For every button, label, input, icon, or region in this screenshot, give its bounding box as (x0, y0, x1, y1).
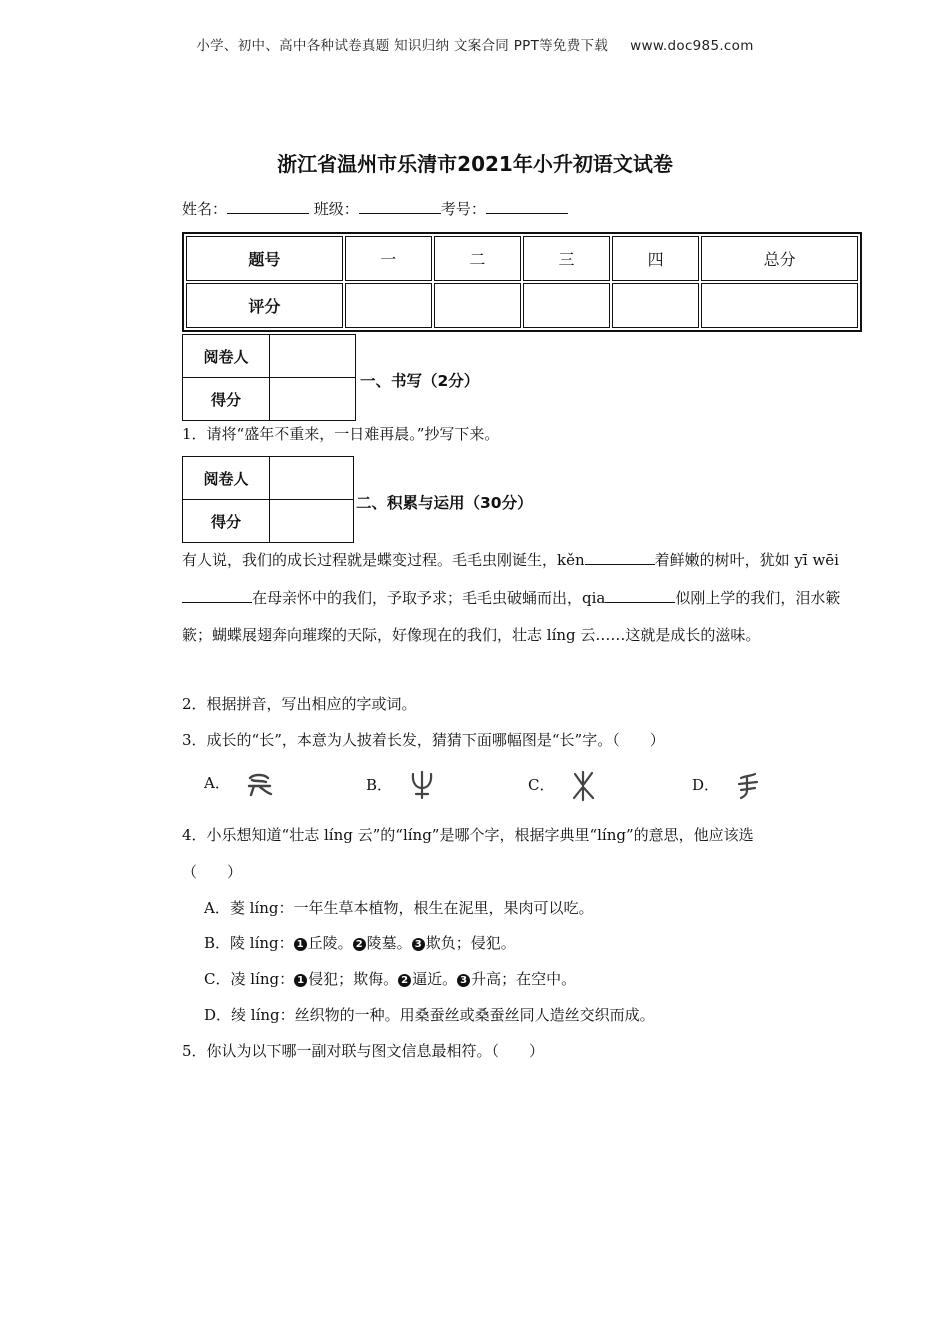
question-1: 1．请将“盛年不重来，一日难再晨。”抄写下来。 (182, 425, 500, 443)
score-cell[interactable] (434, 283, 521, 328)
student-info (182, 198, 568, 219)
meaning-text: 陵墓。 (366, 934, 412, 952)
score-table (182, 232, 862, 332)
circled-number: 3 (412, 938, 425, 951)
q3-option-d[interactable] (692, 770, 761, 802)
q3-option-a[interactable] (204, 770, 274, 798)
score-cell[interactable] (701, 283, 858, 328)
option-label: B． (366, 776, 393, 794)
name-label: 姓名： (182, 200, 228, 218)
score-header-cell: 四 (612, 236, 699, 281)
question-4: 4．小乐想知道“壮志 líng 云”的“líng”是哪个字，根据字典里“líng”的意思，他应该选 (182, 826, 754, 844)
circled-number: 2 (398, 974, 411, 987)
score-header-cell: 三 (523, 236, 610, 281)
blank-yiwei[interactable] (182, 586, 252, 603)
option-b-prefix: B．陵 líng： (204, 934, 294, 952)
reviewer-cell[interactable] (270, 335, 356, 378)
passage-part-3: 在母亲怀中的我们，予取予求；毛毛虫破蛹而出，qia (252, 588, 606, 607)
score-cell[interactable] (612, 283, 699, 328)
score-input-cell[interactable] (270, 500, 354, 543)
ancient-glyph-d-icon (735, 770, 761, 802)
name-blank[interactable] (227, 199, 309, 214)
class-blank[interactable] (359, 199, 441, 214)
score-label: 得分 (183, 378, 270, 421)
q3-option-c[interactable] (528, 770, 596, 802)
page-header (0, 34, 950, 54)
header-site[interactable]: www.doc985.com (630, 38, 754, 54)
reading-passage (182, 542, 862, 655)
section-1-heading: 一、书写（2分） (360, 372, 480, 390)
reviewer-label: 阅卷人 (183, 335, 270, 378)
exam-no-label: 考号： (440, 200, 486, 218)
option-label: A． (204, 774, 230, 792)
circled-number: 1 (294, 974, 307, 987)
score-input-cell[interactable] (270, 378, 356, 421)
score-cell[interactable] (345, 283, 432, 328)
meaning-text: 升高；在空中。 (471, 970, 577, 988)
score-header-cell: 题号 (186, 236, 343, 281)
reviewer-label: 阅卷人 (183, 457, 270, 500)
question-5: 5．你认为以下哪一副对联与图文信息最相符。（ ） (182, 1042, 545, 1060)
passage-part-1: 有人说，我们的成长过程就是蝶变过程。毛毛虫刚诞生，kěn (182, 551, 585, 569)
ancient-glyph-c-icon (570, 770, 596, 802)
ancient-glyph-a-icon (246, 770, 274, 798)
q4-option-b[interactable] (204, 932, 516, 953)
circled-number: 1 (294, 938, 307, 951)
header-text: 小学、初中、高中各种试卷真题 知识归纳 文案合同 PPT等免费下载 (196, 38, 609, 54)
score-table-header-row (186, 236, 858, 281)
page-title: 浙江省温州市乐清市2021年小升初语文试卷 (277, 152, 673, 176)
passage-part-2: 着鲜嫩的树叶，犹如 yī wēi (654, 551, 839, 569)
exam-no-blank[interactable] (486, 199, 568, 214)
q4-option-c[interactable] (204, 968, 576, 989)
question-4-parens: （ ） (182, 863, 243, 881)
class-label: 班级： (313, 200, 359, 218)
score-row-label: 评分 (186, 283, 343, 328)
score-cell[interactable] (523, 283, 610, 328)
meaning-text: 逼近。 (412, 970, 458, 988)
q4-option-d[interactable]: D．绫 líng：丝织物的一种。用桑蚕丝或桑蚕丝同人造丝交织而成。 (204, 1006, 655, 1024)
ancient-glyph-b-icon (408, 770, 436, 802)
grader-box-1 (182, 334, 356, 421)
meaning-text: 欺负；侵犯。 (425, 934, 516, 952)
score-header-cell: 总分 (701, 236, 858, 281)
section-2-heading: 二、积累与运用（30分） (356, 494, 533, 512)
circled-number: 3 (457, 974, 470, 987)
blank-qia[interactable] (605, 586, 675, 603)
blank-ken[interactable] (585, 548, 655, 565)
score-header-cell: 二 (434, 236, 521, 281)
question-2: 2．根据拼音，写出相应的字或词。 (182, 695, 417, 713)
option-label: C． (528, 776, 555, 794)
option-c-prefix: C．凌 líng： (204, 970, 295, 988)
option-label: D． (692, 776, 720, 794)
score-table-row (186, 283, 858, 328)
meaning-text: 丘陵。 (307, 934, 353, 952)
q4-option-a[interactable]: A．菱 líng：一年生草本植物，根生在泥里，果肉可以吃。 (204, 899, 594, 917)
passage-part-4: 似刚上学的我们，泪水簌簌；蝴蝶展翅奔向璀璨的天际，好像现在的我们，壮志 líng 云……这就是成长的滋味。 (182, 588, 841, 644)
q3-option-b[interactable] (366, 770, 436, 802)
question-3: 3．成长的“长”，本意为人披着长发，猜猜下面哪幅图是“长”字。（ ） (182, 731, 665, 749)
score-header-cell: 一 (345, 236, 432, 281)
grader-box-2 (182, 456, 354, 543)
circled-number: 2 (353, 938, 366, 951)
meaning-text: 侵犯；欺侮。 (308, 970, 399, 988)
score-label: 得分 (183, 500, 270, 543)
reviewer-cell[interactable] (270, 457, 354, 500)
